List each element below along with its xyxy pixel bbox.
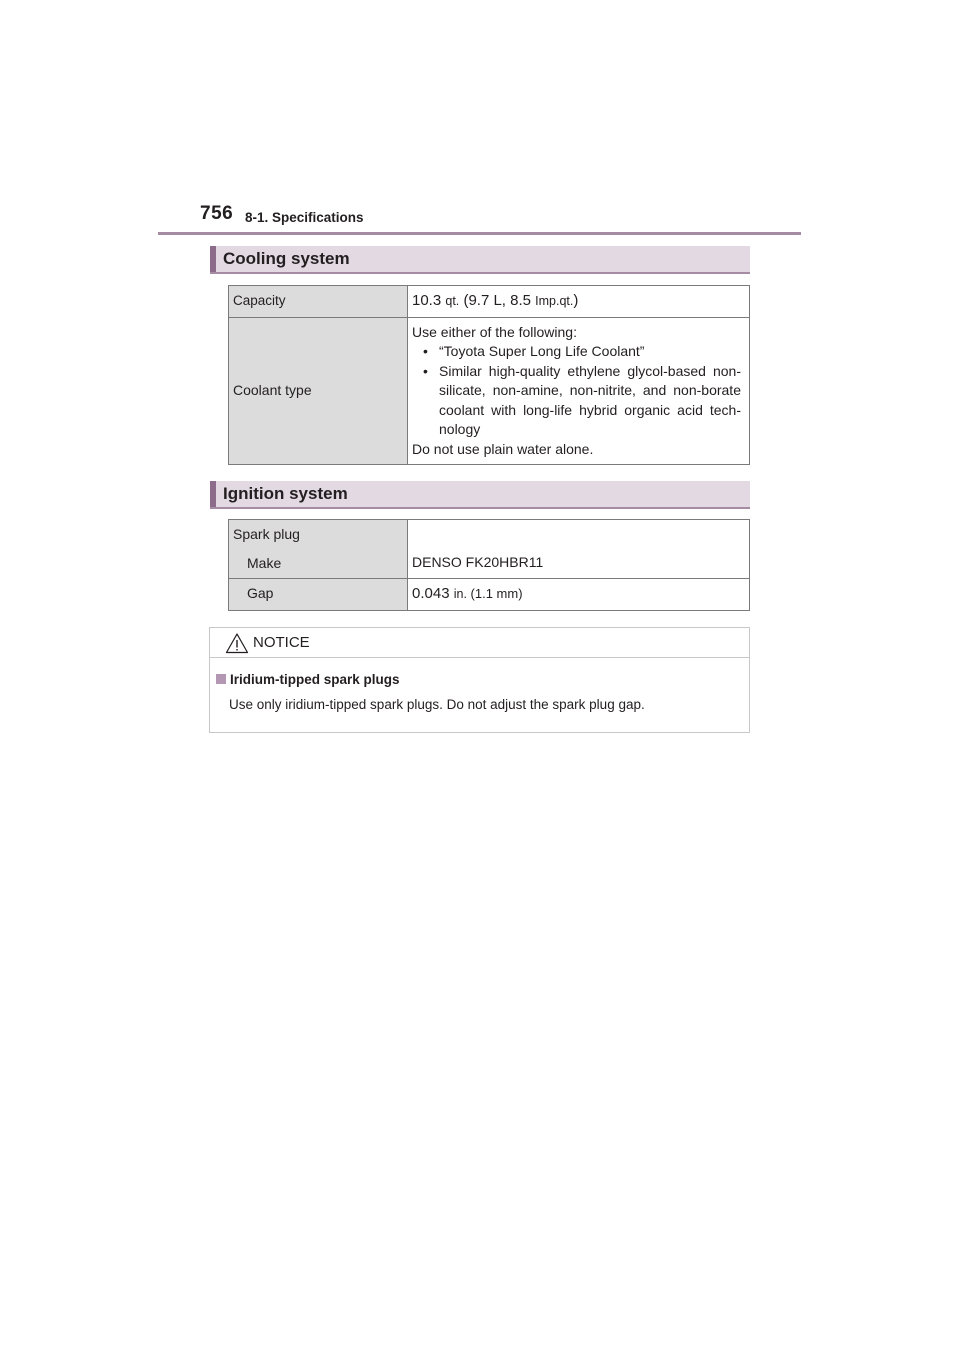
gap-unit: in. — [453, 587, 467, 601]
page-number: 756 — [200, 203, 234, 224]
capacity-label: Capacity — [233, 293, 286, 308]
make-value-cell — [408, 520, 750, 579]
ignition-system-table — [228, 519, 750, 611]
gap-label-cell — [229, 579, 408, 611]
notice-item-title — [216, 672, 400, 687]
gap-metric: (1.1 mm) — [466, 586, 523, 601]
coolant-type-label-cell — [229, 317, 408, 465]
capacity-label-cell — [229, 286, 408, 318]
heading-accent-bar — [210, 246, 216, 272]
notice-box — [209, 627, 750, 733]
coolant-type-row — [229, 317, 750, 465]
ignition-system-title: Ignition system — [223, 484, 348, 503]
capacity-value-cell — [408, 286, 750, 318]
square-bullet-icon — [216, 674, 226, 684]
cooling-system-title: Cooling system — [223, 249, 350, 268]
notice-header — [210, 628, 749, 658]
capacity-unit: qt. — [445, 294, 460, 308]
spark-plug-label: Spark plug — [233, 526, 300, 542]
coolant-type-label: Coolant type — [233, 382, 312, 398]
gap-label: Gap — [247, 585, 274, 601]
spark-plug-label-cell — [229, 520, 408, 579]
capacity-amount: 10.3 — [412, 292, 446, 309]
coolant-bullet-text: “Toyota Super Long Life Coolant” — [439, 343, 645, 359]
section-reference: 8-1. Specifications — [245, 210, 364, 225]
coolant-type-value-cell — [408, 317, 750, 465]
notice-item-text: Use only iridium-tipped spark plugs. Do not adjust the spark plug gap. — [229, 697, 645, 712]
bullet-mark: • — [423, 362, 428, 379]
coolant-note: Do not use plain water alone. — [412, 440, 594, 457]
warning-triangle-icon — [225, 632, 249, 654]
coolant-bullet — [412, 362, 741, 440]
coolant-type-value — [408, 318, 749, 465]
gap-value — [408, 579, 749, 610]
heading-accent-bar — [210, 481, 216, 507]
capacity-row — [229, 286, 750, 318]
capacity-close: ) — [573, 292, 579, 309]
cooling-system-heading — [210, 246, 750, 274]
spark-plug-row — [229, 520, 750, 579]
gap-row — [229, 579, 750, 611]
coolant-intro: Use either of the following: — [412, 323, 577, 340]
coolant-bullet — [412, 342, 741, 362]
gap-value-cell — [408, 579, 750, 611]
bullet-mark: • — [423, 343, 428, 359]
ignition-system-heading — [210, 481, 750, 509]
header-rule — [158, 232, 801, 235]
make-label: Make — [247, 554, 282, 571]
make-value: DENSO FK20HBR11 — [412, 554, 544, 570]
spark-plug-labels — [229, 520, 407, 578]
notice-label: NOTICE — [253, 634, 310, 651]
capacity-imperial-unit: Imp.qt. — [535, 294, 574, 308]
gap-amount: 0.043 — [412, 585, 454, 602]
notice-item-title-text: Iridium-tipped spark plugs — [230, 672, 400, 687]
capacity-metric: (9.7 L, 8.5 — [459, 292, 536, 309]
cooling-system-table — [228, 285, 750, 465]
coolant-bullet-text: Similar high-quality ethylene glycol-based non-silicate, non-amine, non-nitrite, and non-borate coolant with long-life hybrid organic acid tech-nology — [439, 362, 741, 437]
capacity-value — [408, 286, 749, 317]
